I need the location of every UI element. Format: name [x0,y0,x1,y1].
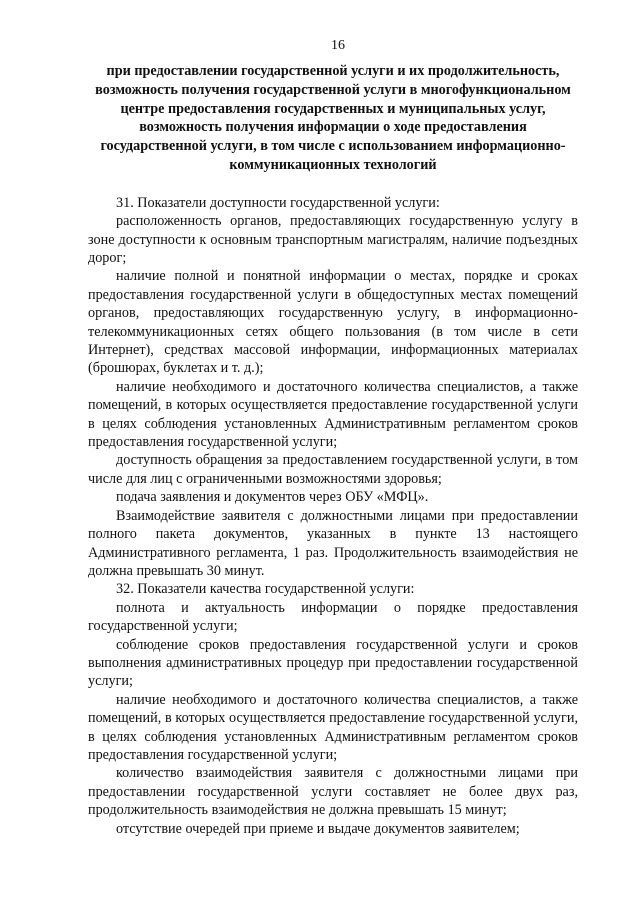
body-text [88,194,578,838]
paragraph: соблюдение сроков предоставления государственной услуги и сроков выполнения административных процедур при предоставлении государственной услуги; [88,636,578,690]
paragraph: расположенность органов, предоставляющих государственную услугу в зоне доступности к основным транспортным магистралям, наличие подъездных дорог; [88,213,578,266]
paragraph: отсутствие очередей при приеме и выдаче документов заявителем; [116,820,520,837]
section-heading: при предоставлении государственной услуги и их продолжительность, возможность получения государственной услуги в многофункциональном центре предоставления государственных и муниципальных услуг, возможность получения информации о ходе предоставления государственной услуги, в том числе с использованием информационно-коммуникационных технологий [95,63,571,173]
page-number: 16 [331,38,345,53]
paragraph: Взаимодействие заявителя с должностными лицами при предоставлении полного пакета документов, указанных в пункте 13 настоящего Административного регламента, 1 раз. Продолжительность взаимодействия не должна превышать 30 минут. [88,507,578,579]
paragraph: количество взаимодействия заявителя с должностными лицами при предоставлении государственной услуги составляет не более двух раз, продолжительность взаимодействия не должна превышать 15 минут; [88,765,578,819]
paragraph: наличие необходимого и достаточного количества специалистов, а также помещений, в которых осуществляется предоставление государственной услуги в целях соблюдения установленных Административным регламентом сроков предоставления государственной услуги; [88,378,578,451]
paragraph: полнота и актуальность информации о порядке предоставления государственной услуги; [88,599,578,635]
paragraph: 31. Показатели доступности государственной услуги: [116,194,440,211]
paragraph: наличие необходимого и достаточного количества специалистов, а также помещений, в которых осуществляется предоставление государственной услуги, в целях соблюдения установленных Административным регламентом сроков предоставления государственной услуги; [88,691,578,763]
paragraph: доступность обращения за предоставлением государственной услуги, в том числе для лиц с ограниченными возможностями здоровья; [88,452,578,487]
paragraph: подача заявления и документов через ОБУ «МФЦ». [116,489,429,506]
paragraph: 32. Показатели качества государственной услуги: [116,581,415,598]
paragraph: наличие полной и понятной информации о местах, порядке и сроках предоставления государственной услуги в общедоступных местах помещений органов, предоставляющих государственную услугу, в информационно-телекоммуникационных сетях общего пользования (в том числе в сети Интернет), средствах массовой информации, информационных материалах (брошюрах, буклетах и т. д.); [88,268,578,377]
